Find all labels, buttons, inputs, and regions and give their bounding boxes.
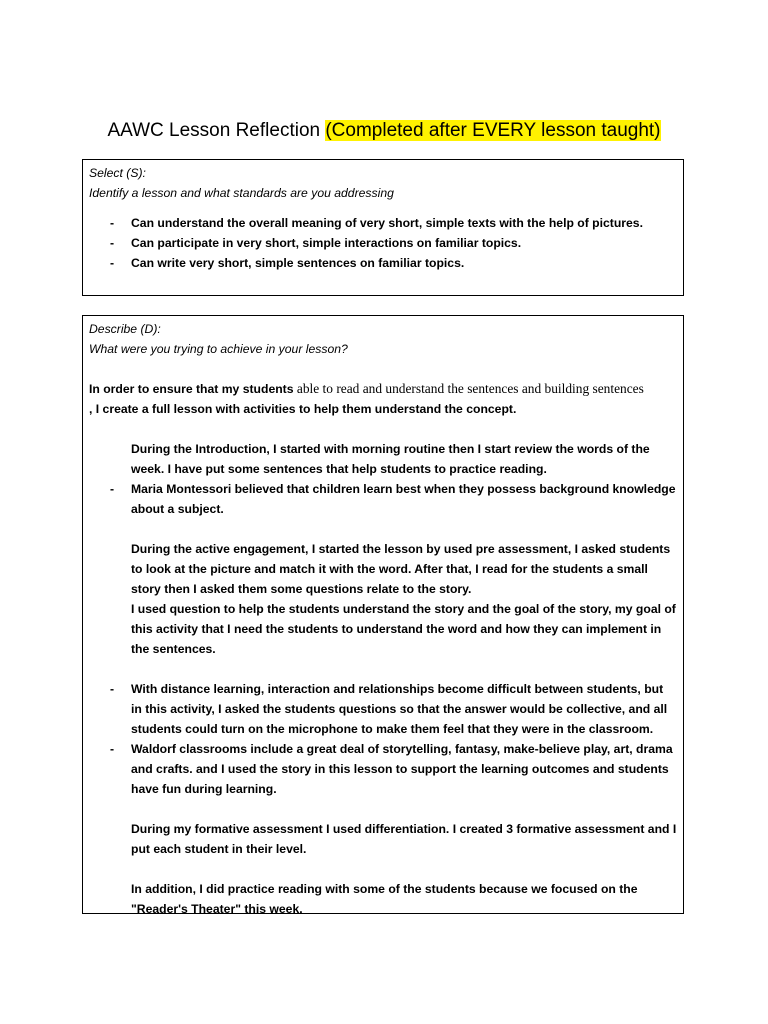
bullet-dash: - xyxy=(110,256,115,270)
standard-item xyxy=(89,253,677,273)
select-prompt: Identify a lesson and what standards are you addressing xyxy=(89,186,394,200)
select-label: Select (S): xyxy=(89,166,146,180)
bullet-item xyxy=(89,679,677,739)
waldorf-text: Waldorf classrooms include a great deal of storytelling, fantasy, make-believe play, art, drama and crafts. and I used the story in this lesson to support the learning outcomes and students have fun during learning. xyxy=(131,742,673,796)
describe-section xyxy=(82,315,684,914)
bullet-dash: - xyxy=(110,236,115,250)
bullet-dash: - xyxy=(110,682,115,696)
intro-text-serif: able to read and understand the sentences and building sentences xyxy=(296,381,644,396)
standard-text: Can understand the overall meaning of very short, simple texts with the help of pictures. xyxy=(131,216,643,230)
standard-item xyxy=(89,233,677,253)
montessori-text: Maria Montessori believed that children learn best when they possess background knowledge about a subject. xyxy=(131,482,676,516)
standard-item xyxy=(89,213,677,233)
active-engagement-paragraph: During the active engagement, I started the lesson by used pre assessment, I asked students to look at the picture and match it with the word. After that, I read for the students a small story then I asked them some questions relate to the story. xyxy=(131,542,671,596)
distance-learning-text: With distance learning, interaction and relationships become difficult between students, but in this activity, I asked the students questions so that the answer would be collective, and all students could turn on the microphone to make them feel that they were in the classroom. xyxy=(131,682,668,736)
title-highlight: (Completed after EVERY lesson taught) xyxy=(325,120,661,141)
describe-prompt: What were you trying to achieve in your lesson? xyxy=(89,342,348,356)
title-main: AAWC Lesson Reflection xyxy=(107,120,326,141)
intro-text-b: , I create a full lesson with activities to help them understand the concept. xyxy=(89,402,517,416)
standard-text: Can write very short, simple sentences on familiar topics. xyxy=(131,256,465,270)
bullet-dash: - xyxy=(110,216,115,230)
introduction-paragraph: During the Introduction, I started with morning routine then I start review the words of the week. I have put some sentences that help students to practice reading. xyxy=(131,442,650,476)
bullet-dash: - xyxy=(110,742,115,756)
select-section xyxy=(82,159,684,296)
intro-text-a: In order to ensure that my students xyxy=(89,382,297,396)
describe-label: Describe (D): xyxy=(89,322,161,336)
reading-practice-paragraph: In addition, I did practice reading with some of the students because we focused on the "Reader's Theater" this week. xyxy=(131,882,638,916)
intro-paragraph xyxy=(89,379,677,419)
bullet-item xyxy=(89,479,677,519)
formative-assessment-paragraph: During my formative assessment I used differentiation. I created 3 formative assessment and I put each student in their level. xyxy=(131,822,677,856)
page-title xyxy=(0,118,768,144)
bullet-dash: - xyxy=(110,482,115,496)
bullet-item xyxy=(89,739,677,799)
question-goal-paragraph: I used question to help the students understand the story and the goal of the story, my goal of this activity that I need the students to understand the word and how they can implement in the sentences. xyxy=(131,602,676,656)
standard-text: Can participate in very short, simple interactions on familiar topics. xyxy=(131,236,522,250)
